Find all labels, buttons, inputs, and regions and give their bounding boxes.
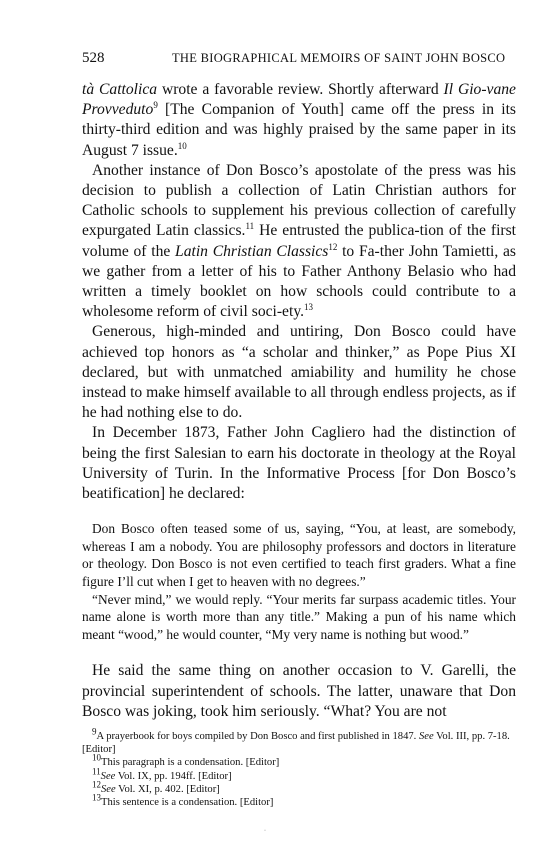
running-head: THE BIOGRAPHICAL MEMOIRS OF SAINT JOHN BOSCO [172,51,506,65]
footnote-number: 9 [92,726,97,737]
text-run: wrote a favorable review. Shortly afterward [157,81,444,98]
page-number: 528 [82,50,105,66]
paragraph-4: In December 1873, Father John Cagliero had the distinction of being the first Salesian to earn his doctorate in theology at the Royal University of Turin. In the Informative Process [for Don Bosco’s beatification] he declared: [82,424,516,503]
paragraph-2 [82,161,516,323]
footnote-number: 13 [92,792,101,803]
footnote-ref: 13 [304,302,313,313]
text-run: He entrusted the publica-tion of the first volume of the [82,222,516,260]
footnotes [82,726,516,809]
footnote-9 [82,726,516,756]
footnote-13 [82,792,516,809]
body-text [82,80,516,504]
footnote-ref: 9 [153,100,158,111]
italic-see: See [101,783,116,795]
text-run: Vol. III, pp. 7-18. [Editor] [82,731,510,756]
footnote-ref: 12 [328,241,338,252]
footnote-10 [82,752,516,769]
footnote-12 [82,779,516,796]
text-run: This paragraph is a condensation. [Editor] [101,757,280,769]
quote-paragraph-1: Don Bosco often teased some of us, saying, “You, at least, are somebody, whereas I am a nobody. You are philosophy professors and doctors in literature or theology. Don Bosco is not even certified to teach first graders. What a fine figure I’ll cut when I get to heaven with no degrees.” [82,521,516,590]
text-run: This sentence is a condensation. [Editor] [101,797,274,809]
footnote-number: 12 [92,779,101,790]
book-page [82,50,516,809]
text-run: A prayerbook for boys compiled by Don Bosco and first published in 1847. [96,731,419,743]
footnote-ref: 10 [177,140,187,151]
paragraph-1 [82,80,516,161]
footnote-11 [82,766,516,783]
italic-title: Il Gio-vane Provveduto [82,81,516,119]
quote-paragraph-2: “Never mind,” we would reply. “Your merits far surpass academic titles. Your name alone is worth more than any title.” Making a pun of his name which meant “wood,” he would counter, “My very name is nothing but wood.” [82,591,516,642]
italic-title: Latin Christian Classics [175,242,329,260]
footnote-number: 10 [92,752,101,763]
text-run: to Fa-ther John Tamietti, as we gather from a letter of his to Father Anthony Belasio who had written a timely booklet on how schools could contribute to a wholesome reform of civil soci-ety. [82,242,516,321]
paragraph-5: He said the same thing on another occasion to V. Garelli, the provincial superintendent of schools. The latter, unaware that Don Bosco was joking, took him seriously. “What? You are not [82,662,516,720]
text-run: Vol. IX, pp. 194ff. [Editor] [115,770,232,782]
page-header [82,50,516,72]
footnote-ref: 11 [245,221,255,232]
text-run: [The Companion of Youth] came off the press in its thirty-third edition and was highly praised by the same paper in its August 7 issue. [82,101,516,159]
italic-see: See [100,770,116,782]
text-run: Vol. XI, p. 402. [Editor] [115,783,220,795]
page-mark-dot: · [264,828,266,834]
footnote-number: 11 [92,766,101,777]
italic-title: tà Cattolica [82,81,158,98]
italic-see: See [418,731,434,743]
text-run: Another instance of Don Bosco’s apostolate of the press was his decision to publish a collection of Latin Christian authors for Catholic schools to supplement his previous collection of carefully expurgated Latin classics. [82,161,516,240]
block-quote [82,520,516,643]
paragraph-3: Generous, high-minded and untiring, Don Bosco could have achieved top honors as “a scholar and thinker,” as Pope Pius XI declared, but with unmatched amiability and humility he chose instead to make himself available to all through endless projects, as if he had nothing else to do. [82,323,516,422]
